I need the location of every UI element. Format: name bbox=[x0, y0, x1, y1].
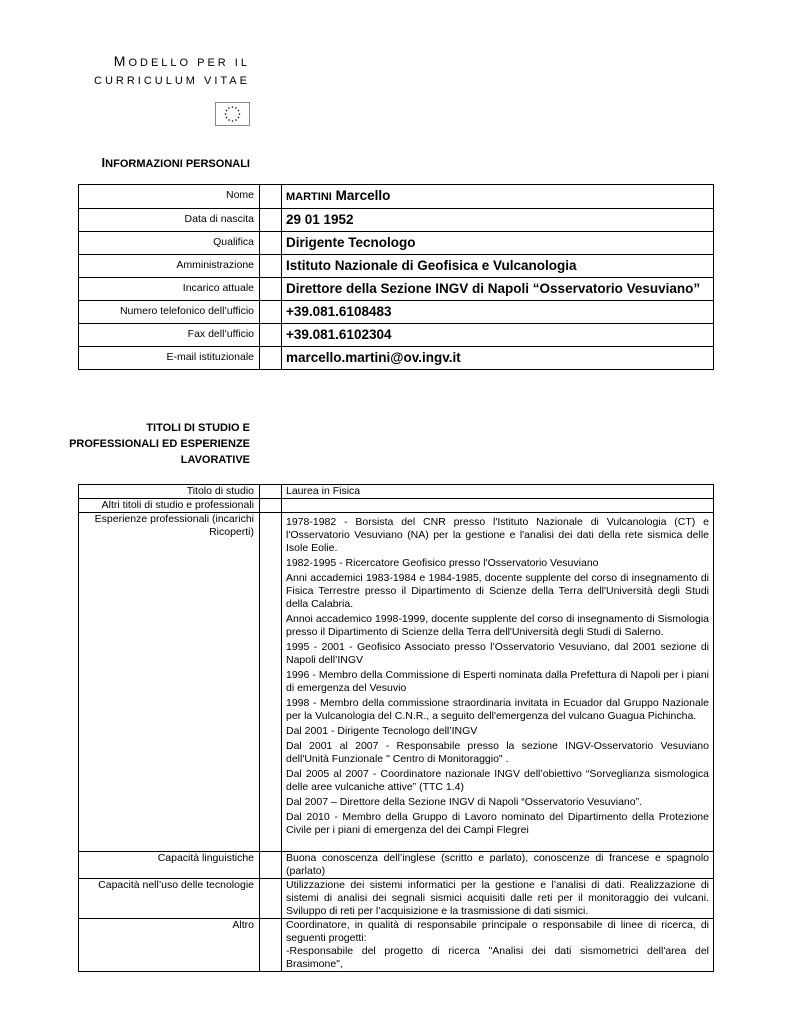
languages-value: Buona conoscenza dell’inglese (scritto e parlato), conoscenze di francese e spagnolo (parlato) bbox=[282, 852, 714, 879]
titoli-table bbox=[78, 484, 714, 972]
office-fax-value: +39.081.6102304 bbox=[282, 324, 714, 347]
list-item: Dal 2007 – Direttore della Sezione INGV di Napoli “Osservatorio Vesuviano”. bbox=[286, 796, 643, 808]
table-row bbox=[79, 513, 714, 852]
table-row bbox=[79, 209, 714, 232]
other-titles-value bbox=[282, 499, 714, 513]
personal-section-title: INFORMAZIONI PERSONALI bbox=[101, 155, 250, 170]
administration-label: Amministrazione bbox=[79, 255, 260, 278]
table-row bbox=[79, 232, 714, 255]
cv-title bbox=[60, 52, 250, 90]
email-label: E-mail istituzionale bbox=[79, 347, 260, 370]
other-label: Altro bbox=[79, 919, 260, 972]
table-row bbox=[79, 852, 714, 879]
list-item: Annoi accademico 1998-1999, docente supplente del corso di insegnamento di Sismologia presso il Dipartimento di Scienze della Terra dell'Università degli Studi di Salerno. bbox=[286, 613, 709, 638]
table-row bbox=[79, 879, 714, 919]
technology-skills-value: Utilizzazione dei sistemi informatici per la gestione e l’analisi di dati. Realizzazione di sistemi di analisi dei segnali sismici acquisiti dalle reti per il monitoraggio dei vulcani. Sviluppo di reti per l’acquisizione e la trasmissione di dati sismici. bbox=[282, 879, 714, 919]
cv-title-line1: MODELLO PER IL bbox=[113, 53, 250, 69]
experience-list bbox=[282, 513, 714, 852]
degree-value: Laurea in Fisica bbox=[282, 485, 714, 499]
table-row bbox=[79, 301, 714, 324]
list-item: Dal 2005 al 2007 - Coordinatore nazionale INGV dell’obiettivo “Sorveglianza sismologica delle aree vulcaniche attive” (TTC 1.4) bbox=[286, 768, 709, 793]
technology-skills-label: Capacità nell’uso delle tecnologie bbox=[79, 879, 260, 919]
email-value: marcello.martini@ov.ingv.it bbox=[282, 347, 714, 370]
personal-info-table bbox=[78, 184, 714, 370]
current-role-label: Incarico attuale bbox=[79, 278, 260, 301]
list-item: Anni accademici 1983-1984 e 1984-1985, docente supplente del corso di insegnamento di Fisica Terrestre presso il Dipartimento di Scienze della Terra dell'Università degli Studi della Calabria. bbox=[286, 572, 709, 610]
cv-title-line2: CURRICULUM VITAE bbox=[94, 75, 250, 87]
table-row bbox=[79, 324, 714, 347]
titoli-section-title: TITOLI DI STUDIO E PROFESSIONALI ED ESPERIENZE LAVORATIVE bbox=[69, 422, 250, 466]
office-fax-label: Fax dell’ufficio bbox=[79, 324, 260, 347]
list-item: 1982-1995 - Ricercatore Geofisico presso l'Osservatorio Vesuviano bbox=[286, 557, 599, 569]
name-value: MARTINI Marcello bbox=[282, 185, 714, 209]
table-row bbox=[79, 499, 714, 513]
languages-label: Capacità linguistiche bbox=[79, 852, 260, 879]
qualification-label: Qualifica bbox=[79, 232, 260, 255]
other-value bbox=[282, 919, 714, 972]
eu-flag-logo bbox=[215, 102, 250, 126]
current-role-value: Direttore della Sezione INGV di Napoli “Osservatorio Vesuviano” bbox=[282, 278, 714, 301]
other-titles-label: Altri titoli di studio e professionali bbox=[79, 499, 260, 513]
list-item: 1998 - Membro della commissione straordinaria invitata in Ecuador dal Gruppo Nazionale per la Vulcanologia del C.N.R., a seguito dell'emergenza del vulcano Guagua Pichincha. bbox=[286, 697, 709, 722]
birth-date-value: 29 01 1952 bbox=[282, 209, 714, 232]
table-row bbox=[79, 255, 714, 278]
list-item: Dal 2001 - Dirigente Tecnologo dell’INGV bbox=[286, 725, 478, 737]
table-row bbox=[79, 919, 714, 972]
table-row bbox=[79, 278, 714, 301]
other-line: -Responsabile del progetto di ricerca "Analisi dei dati sismometrici dell'area del Brasimone", bbox=[286, 945, 709, 970]
office-phone-label: Numero telefonico dell’ufficio bbox=[79, 301, 260, 324]
other-line: Coordinatore, in qualità di responsabile principale o responsabile di linee di ricerca, di seguenti progetti: bbox=[286, 919, 709, 944]
table-row bbox=[79, 185, 714, 209]
degree-label: Titolo di studio bbox=[79, 485, 260, 499]
experience-label: Esperienze professionali (incarichi Ricoperti) bbox=[79, 513, 260, 852]
list-item: 1996 - Membro della Commissione di Esperti nominata dalla Prefettura di Napoli per i piani di emergenza del Vesuvio bbox=[286, 669, 709, 694]
table-row bbox=[79, 485, 714, 499]
list-item: Dal 2010 - Membro della Gruppo di Lavoro nominato del Dipartimento della Protezione Civile per i piani di emergenza del dei Campi Flegrei bbox=[286, 811, 709, 836]
administration-value: Istituto Nazionale di Geofisica e Vulcanologia bbox=[282, 255, 714, 278]
list-item: 1995 - 2001 - Geofisico Associato presso l’Osservatorio Vesuviano, dal 2001 sezione di Napoli dell’INGV bbox=[286, 641, 709, 666]
list-item: Dal 2001 al 2007 - Responsabile presso la sezione INGV-Osservatorio Vesuviano dell'Unità Funzionale " Centro di Monitoraggio" . bbox=[286, 740, 709, 765]
qualification-value: Dirigente Tecnologo bbox=[282, 232, 714, 255]
table-row bbox=[79, 347, 714, 370]
birth-date-label: Data di nascita bbox=[79, 209, 260, 232]
name-label: Nome bbox=[79, 185, 260, 209]
list-item: 1978-1982 - Borsista del CNR presso l'Istituto Nazionale di Vulcanologia (CT) e l'Osservatorio Vesuviano (NA) per la gestione e l'analisi dei dati della rete sismica delle Isole Eolie. bbox=[286, 516, 709, 554]
office-phone-value: +39.081.6108483 bbox=[282, 301, 714, 324]
